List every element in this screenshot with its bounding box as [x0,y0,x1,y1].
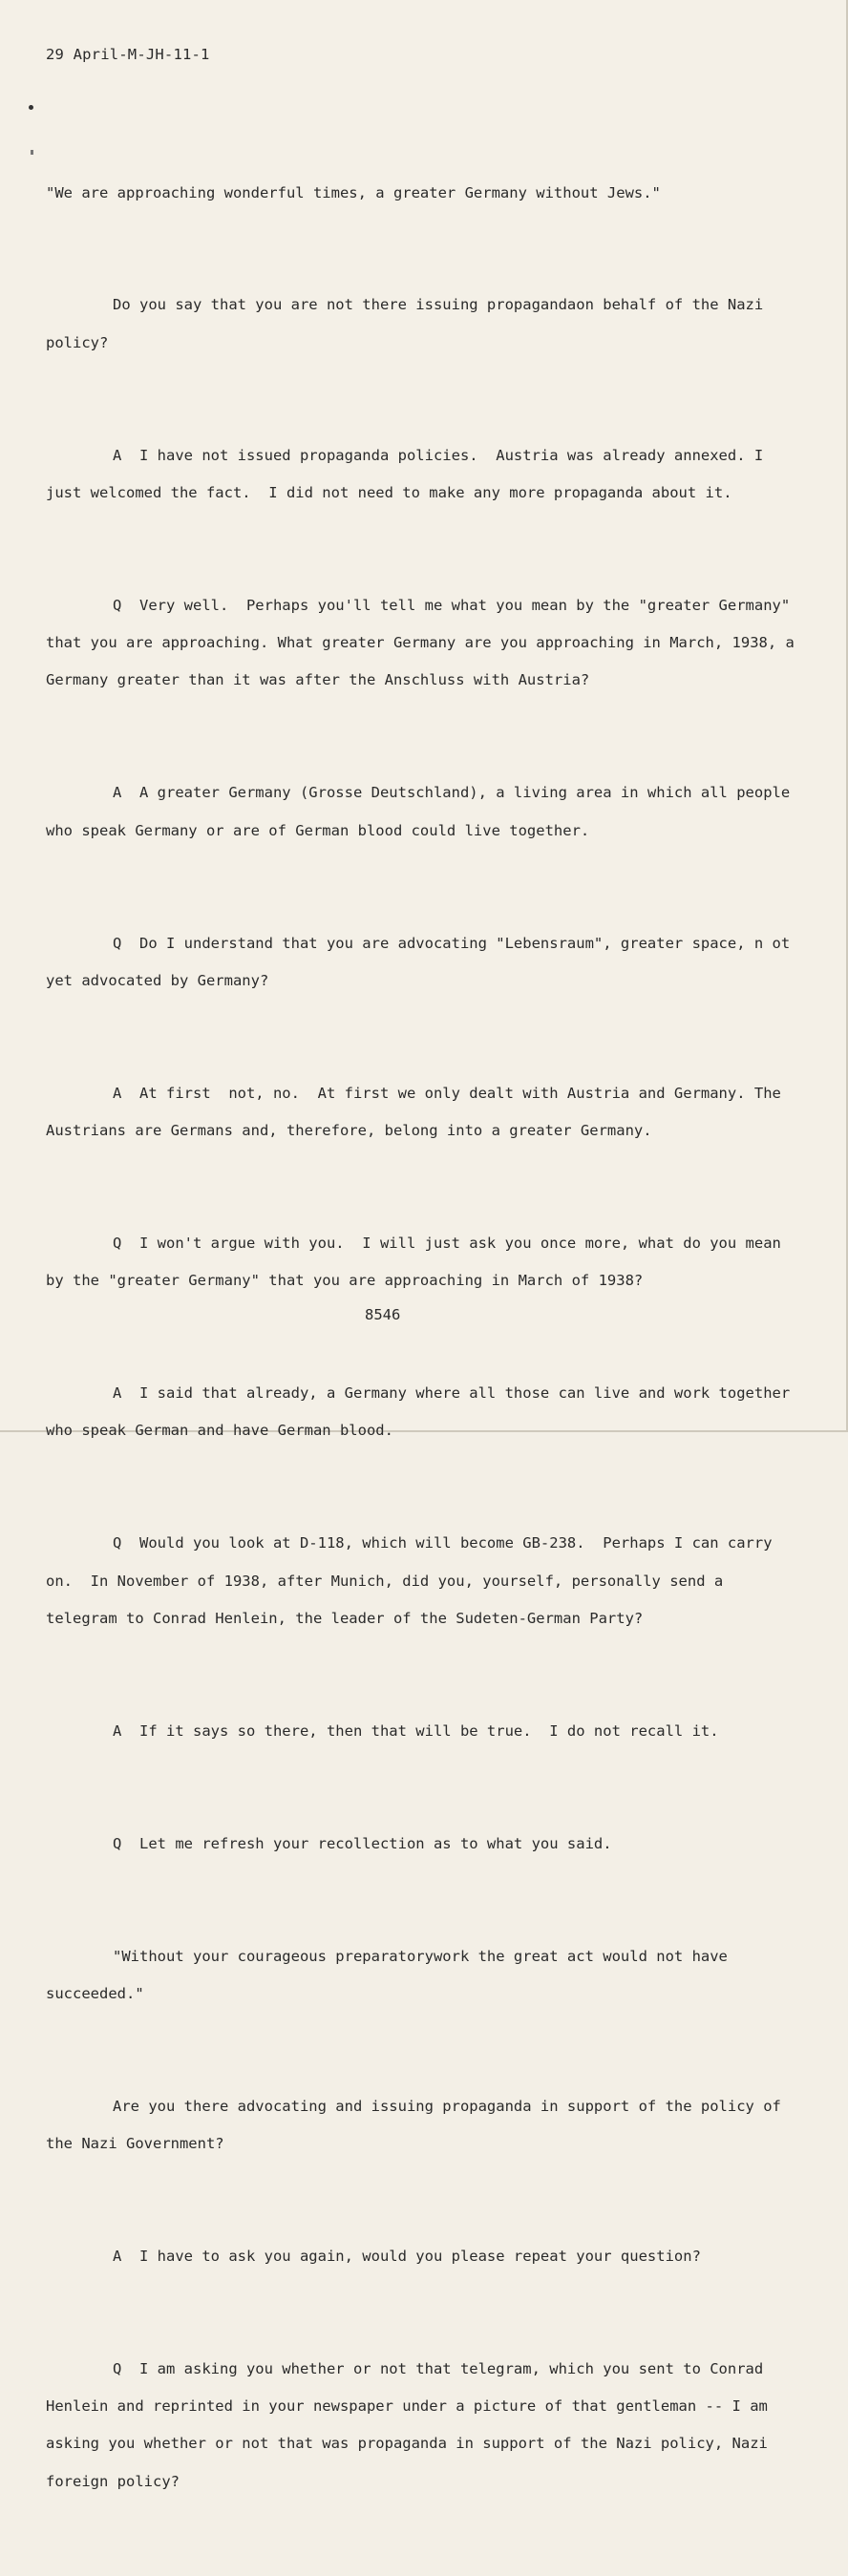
page-header: 29 April-M-JH-11-1 [46,46,210,63]
paragraph-8: Q I won't argue with you. I will just ask you once more, what do you mean by the "greater Germany" that you are approaching in March of 1938? [46,1234,791,1290]
page-number: 8546 [365,1306,401,1323]
paragraph-4: Q Very well. Perhaps you'll tell me what you mean by the "greater Germany" that you are approaching. What greater Germany are you approaching in March, 1938, a Germany greater than it was after the Anschluss with Austria? [46,596,804,689]
paragraph-11: A If it says so there, then that will be true. I do not recall it. [113,1721,719,1740]
paragraph-15: A I have to ask you again, would you please repeat your question? [113,2247,701,2265]
paragraph-9: A I said that already, a Germany where all those can live and work together who speak German and have German blood. [46,1384,799,1440]
paragraph-3: A I have not issued propaganda policies. Austria was already annexed. I just welcomed the fact. I did not need to make any more propaganda about it. [46,446,773,501]
paragraph-1: "We are approaching wonderful times, a greater Germany without Jews." [46,183,661,201]
document-body [46,99,804,2576]
paragraph-13: "Without your courageous preparatorywork the great act would not have succeeded." [46,1947,737,2002]
paragraph-5: A A greater Germany (Grosse Deutschland), a living area in which all people who speak Germany or are of German blood could live together. [46,784,799,839]
paragraph-6: Q Do I understand that you are advocating "Lebensraum", greater space, n ot yet advocated by Germany? [46,934,799,989]
paragraph-2: Do you say that you are not there issuing propagandaon behalf of the Nazi policy? [46,296,773,351]
paragraph-10: Q Would you look at D-118, which will become GB-238. Perhaps I can carry on. In November of 1938, after Munich, did you, yourself, personally send a telegram to Conrad Henlein, the leader of the Sudeten-German Party? [46,1534,781,1627]
paragraph-14: Are you there advocating and issuing propaganda in support of the policy of the Nazi Government? [46,2097,791,2153]
paragraph-16: Q I am asking you whether or not that telegram, which you sent to Conrad Henlein and reprinted in your newspaper under a picture of that gentleman -- I am asking you whether or not that was propaganda in support of the Nazi policy, Nazi foreign policy? [46,2359,777,2490]
margin-mark [31,150,33,155]
paragraph-12: Q Let me refresh your recollection as to what you said. [113,1834,612,1852]
paragraph-7: A At first not, no. At first we only dealt with Austria and Germany. The Austrians are Germans and, therefore, belong into a greater Germany. [46,1084,791,1140]
margin-dot [29,105,33,110]
